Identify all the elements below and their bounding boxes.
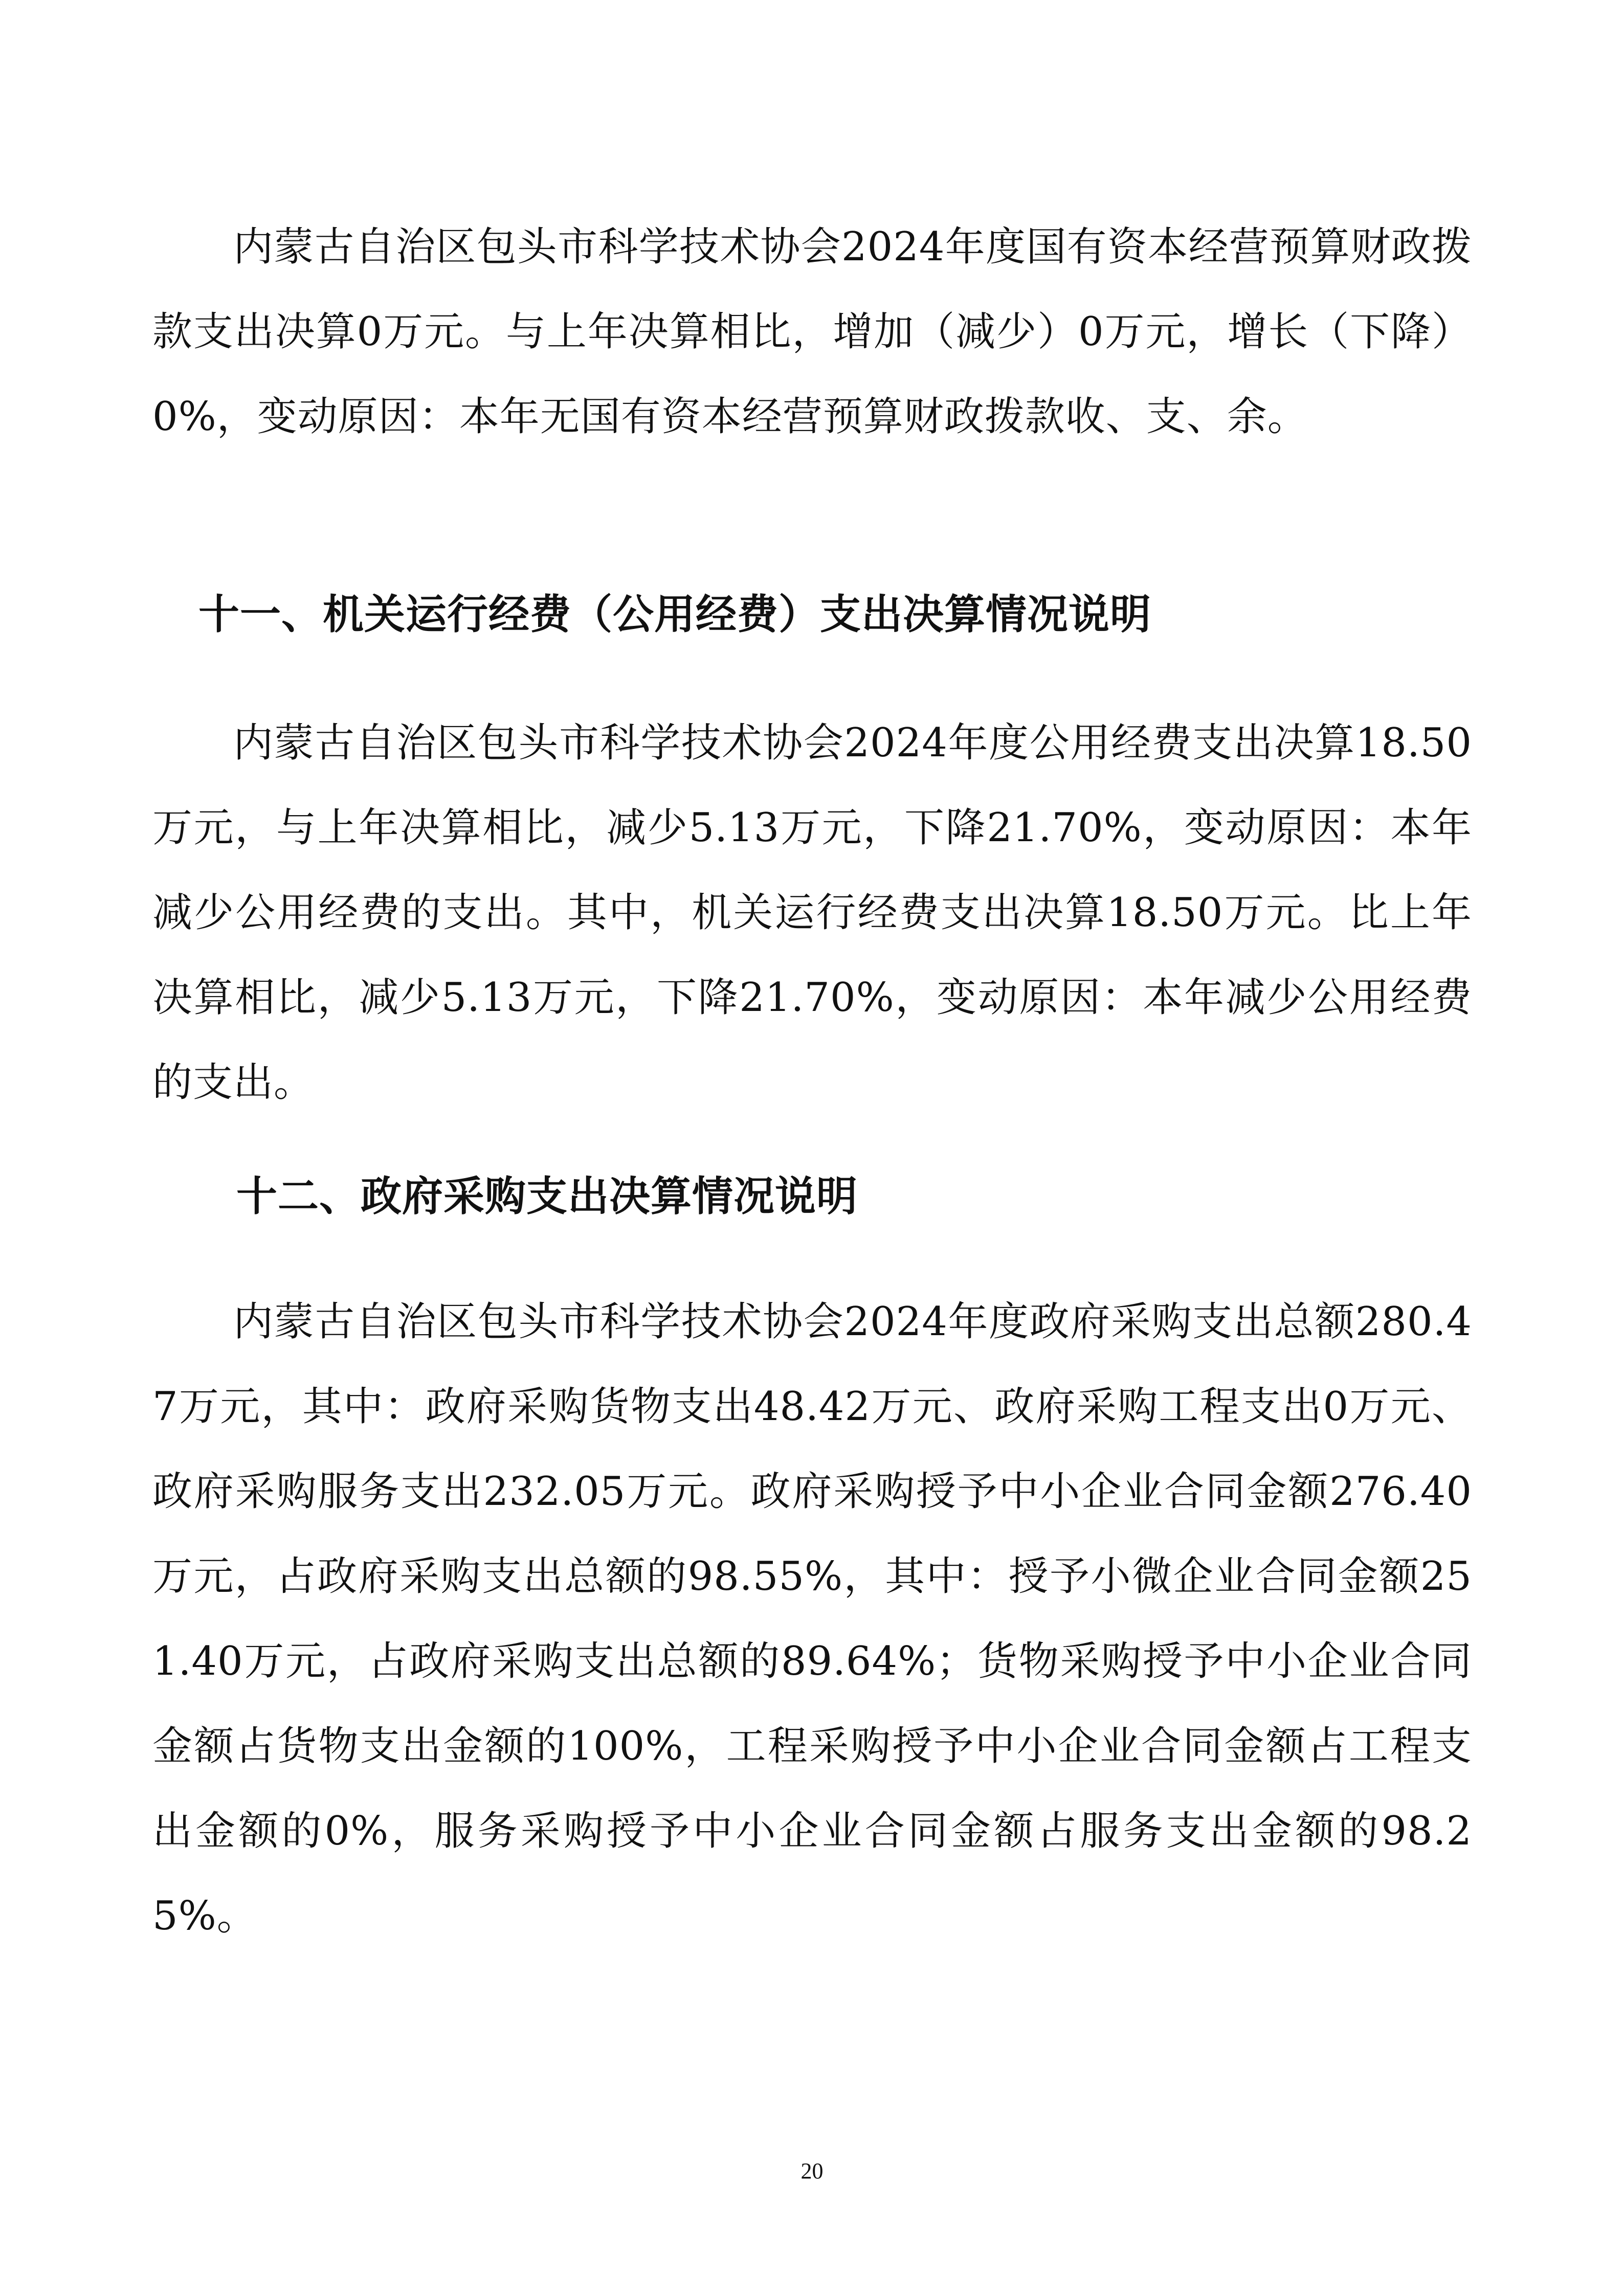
paragraph-government-procurement: 内蒙古自治区包头市科学技术协会2024年度政府采购支出总额280.47万元，其中：政府采购货物支出48.42万元、政府采购工程支出0万元、政府采购服务支出232.05万元。政府采购授予中小企业合同金额276.40万元，占政府采购支出总额的98.55%，其中：授予小微企业合同金额251.40万元，占政府采购支出总额的89.64%；货物采购授予中小企业合同金额占货物支出金额的100%，工程采购授予中小企业合同金额占工程支出金额的0%，服务采购授予中小企业合同金额占服务支出金额的98.25%。 (152, 1299, 1472, 1939)
section-heading-12: 十二、政府采购支出决算情况说明 (236, 1173, 858, 1220)
page-number: 20 (800, 2158, 824, 2184)
paragraph-public-expenses: 内蒙古自治区包头市科学技术协会2024年度公用经费支出决算18.50万元，与上年决算相比，减少5.13万元，下降21.70%，变动原因：本年减少公用经费的支出。其中，机关运行经费支出决算18.50万元。比上年决算相比，减少5.13万元，下降21.70%，变动原因：本年减少公用经费的支出。 (152, 720, 1472, 1106)
section-heading-11: 十一、机关运行经费（公用经费）支出决算情况说明 (198, 591, 1151, 638)
paragraph-state-capital-budget: 内蒙古自治区包头市科学技术协会2024年度国有资本经营预算财政拨款支出决算0万元。与上年决算相比，增加（减少）0万元，增长（下降）0%，变动原因：本年无国有资本经营预算财政拨款收、支、余。 (152, 224, 1472, 440)
